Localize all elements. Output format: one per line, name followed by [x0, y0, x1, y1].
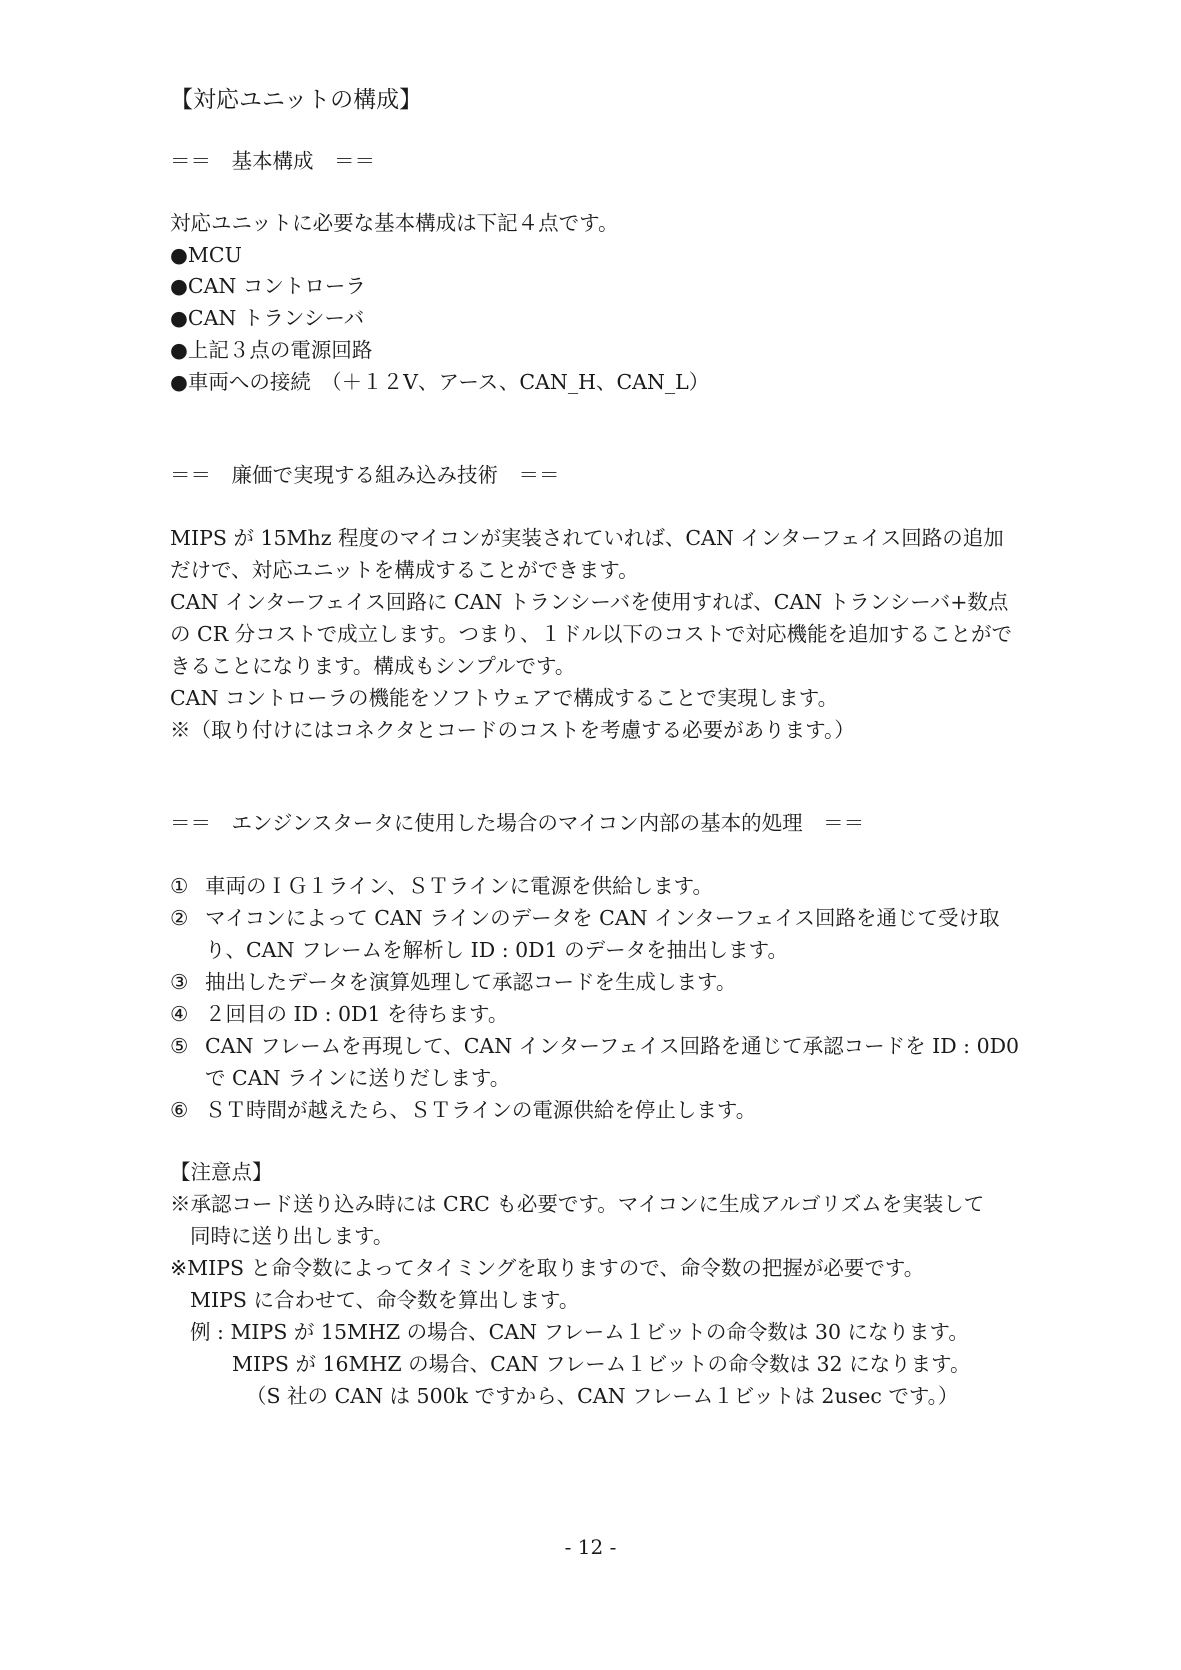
- note-line: ※MIPS と命令数によってタイミングを取りますので、命令数の把握が必要です。: [170, 1256, 925, 1280]
- note-line: MIPS に合わせて、命令数を算出します。: [190, 1288, 580, 1312]
- note-line: ※承認コード送り込み時には CRC も必要です。マイコンに生成アルゴリズムを実装して: [170, 1192, 985, 1216]
- step-text: ＳＴ時間が越えたら、ＳＴラインの電源供給を停止します。: [205, 1098, 757, 1122]
- step-text: 抽出したデータを演算処理して承認コードを生成します。: [205, 970, 737, 994]
- step-text: マイコンによって CAN ラインのデータを CAN インターフェイス回路を通じて受け取: [205, 906, 1000, 930]
- bullet-item: ●MCU: [170, 243, 242, 267]
- note-line: （S 社の CAN は 500k ですから、CAN フレーム１ビットは 2usec です。）: [246, 1384, 959, 1408]
- step-text: CAN フレームを再現して、CAN インターフェイス回路を通じて承認コードを ID : 0D0: [205, 1034, 1020, 1058]
- step-number: ④: [170, 1002, 189, 1026]
- paragraph-line: だけで、対応ユニットを構成することができます。: [170, 558, 639, 582]
- section-heading-basic: ＝＝ 基本構成 ＝＝: [170, 149, 375, 173]
- page-number: - 12 -: [564, 1535, 617, 1559]
- step-number: ③: [170, 970, 189, 994]
- paragraph-line: MIPS が 15Mhz 程度のマイコンが実装されていれば、CAN インターフェイス回路の追加: [170, 526, 1004, 550]
- step-text: 車両のＩＧ１ライン、ＳＴラインに電源を供給します。: [205, 874, 713, 898]
- step-number: ⑤: [170, 1034, 189, 1058]
- step-text: ２回目の ID : 0D1 を待ちます。: [205, 1002, 509, 1026]
- note-line: 同時に送り出します。: [190, 1224, 394, 1248]
- page-title: 【対応ユニットの構成】: [170, 87, 423, 113]
- step-number: ②: [170, 906, 189, 930]
- paragraph-line: ※（取り付けにはコネクタとコードのコストを考慮する必要があります。）: [170, 718, 855, 742]
- bullet-item: ●CAN トランシーバ: [170, 306, 365, 330]
- section-heading-embedded: ＝＝ 廉価で実現する組み込み技術 ＝＝: [170, 463, 560, 487]
- bullet-item: ●上記３点の電源回路: [170, 338, 373, 362]
- step-text: で CAN ラインに送りだします。: [205, 1066, 511, 1090]
- section-intro: 対応ユニットに必要な基本構成は下記４点です。: [170, 211, 619, 235]
- paragraph-line: きることになります。構成もシンプルです。: [170, 654, 576, 678]
- step-text: り、CAN フレームを解析し ID : 0D1 のデータを抽出します。: [205, 938, 789, 962]
- step-number: ①: [170, 874, 189, 898]
- note-line: 例 : MIPS が 15MHZ の場合、CAN フレーム１ビットの命令数は 30 になります。: [190, 1320, 969, 1344]
- bullet-item: ●車両への接続 （＋１２V、アース、CAN_H、CAN_L）: [170, 370, 710, 394]
- note-line: MIPS が 16MHZ の場合、CAN フレーム１ビットの命令数は 32 になります。: [232, 1352, 971, 1376]
- paragraph-line: CAN インターフェイス回路に CAN トランシーバを使用すれば、CAN トランシーバ+数点: [170, 590, 1009, 614]
- step-number: ⑥: [170, 1098, 189, 1122]
- paragraph-line: の CR 分コストで成立します。つまり、１ドル以下のコストで対応機能を追加することがで: [170, 622, 1013, 646]
- paragraph-line: CAN コントローラの機能をソフトウェアで構成することで実現します。: [170, 686, 839, 710]
- notes-heading: 【注意点】: [170, 1160, 273, 1184]
- bullet-item: ●CAN コントローラ: [170, 274, 366, 298]
- section-heading-processing: ＝＝ エンジンスタータに使用した場合のマイコン内部の基本的処理 ＝＝: [170, 811, 865, 835]
